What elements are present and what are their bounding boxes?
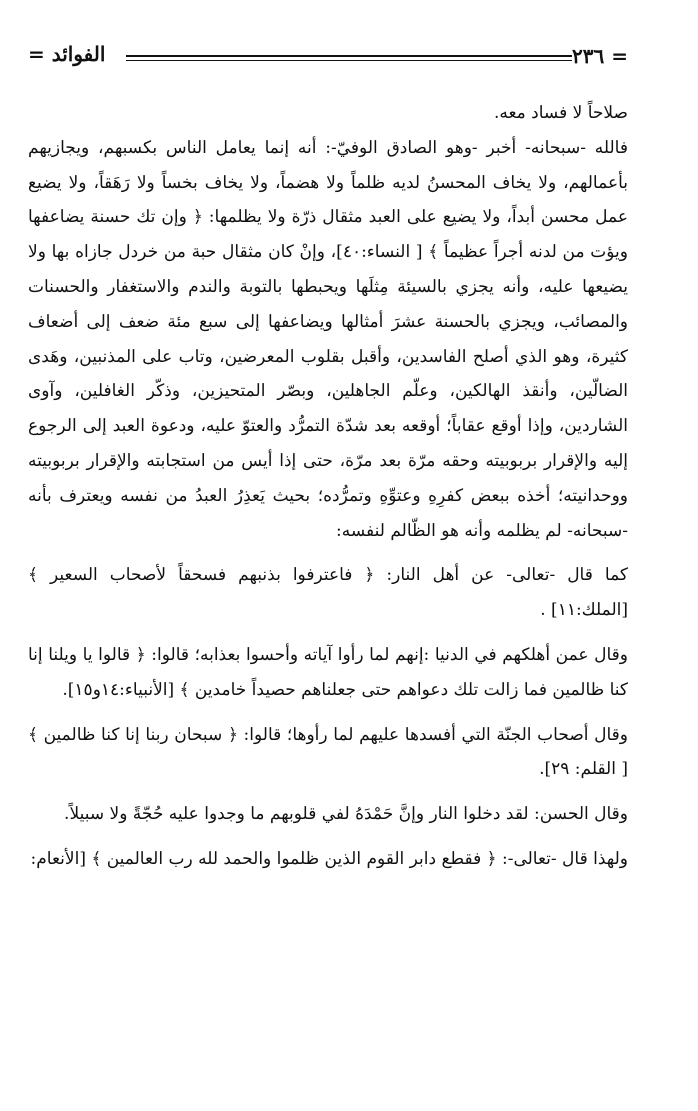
running-title: الفوائد = (28, 42, 106, 66)
paragraph: وقال أصحاب الجنّة التي أفسدها عليهم لما رأوها؛ قالوا: ﴿ سبحان ربنا إنا كنا ظالمين ﴾ [ القلم: ٢٩]. (28, 724, 628, 780)
header-rule (126, 55, 572, 61)
paragraph: ولهذا قال -تعالى-: ﴿ فقطع دابر القوم الذين ظلموا والحمد لله رب العالمين ﴾ [الأنعام: (30, 848, 628, 869)
page-header (28, 42, 628, 76)
page-number: = ٢٣٦ (572, 44, 628, 68)
paragraph: وقال عمن أهلكهم في الدنيا :إنهم لما رأوا آياته وأحسوا بعذابه؛ قالوا: ﴿ قالوا يا ويلنا إنا كنا ظالمين فما زالت تلك دعواهم حتى جعلناهم حصيداً خامدين ﴾ [الأنبياء:١٤و١٥]. (28, 644, 628, 700)
paragraph: كما قال -تعالى- عن أهل النار: ﴿ فاعترفوا بذنبهم فسحقاً لأصحاب السعير ﴾ [الملك:١١] . (28, 565, 628, 621)
page-body (28, 96, 628, 877)
paragraph: فالله -سبحانه- أخبر -وهو الصادق الوفيّ-: أنه إنما يعامل الناس بكسبهم، ويجازيهم بأعمالهم، ولا يخاف المحسنُ لديه ظلماً ولا هضماً، ولا يخاف بخساً ولا رَهَقاً، ولا يضيع عمل محسن أبداً، ولا يضيع على العبد مثقال ذرّة ولا يظلمها: ﴿ وإن تك حسنة يضاعفها ويؤت من لدنه أجراً عظيماً ﴾ [ النساء:٤٠]، وإنْ كان مثقال حبة من خردل جازاه بها ولا يضيعها عليه، وأنه يجزي بالسيئة مِثلَها ويحبطها بالتوبة والندم والاستغفار والحسنات والمصائب، ويجزي بالحسنة عشرَ أمثالها ويضاعفها إلى سبع مئة ضعف إلى أضعاف كثيرة، وهو الذي أصلح الفاسدين، وأقبل بقلوب المعرضين، وتاب على المذنبين، وهَدى الضالّين، وأنقذ الهالكين، وعلّم الجاهلين، وبصّر المتحيزين، وذكّر الغافلين، وآوى الشاردين، وإذا أوقع عقاباً؛ أوقعه بعد شدّة التمرُّد والعتوّ عليه، ودعوة العبد إلى الرجوع إليه والإقرار بربوبيته وحقه مرّة بعد مرّة، حتى إذا أيس من استجابته والإقرار بربوبيته ووحدانيته؛ أخذه ببعض كفرِهِ وعتوِّهِ وتمرُّده؛ بحيث يَعذِرُ العبدُ من نفسه ويعترف بأنه -سبحانه- لم يظلمه وأنه هو الظّالم لنفسه: (28, 137, 628, 541)
paragraph: وقال الحسن: لقد دخلوا النار وإنَّ حَمْدَهُ لفي قلوبهم ما وجدوا عليه حُجّةً ولا سبيلاً. (64, 804, 628, 825)
paragraph: صلاحاً لا فساد معه. (493, 103, 628, 123)
